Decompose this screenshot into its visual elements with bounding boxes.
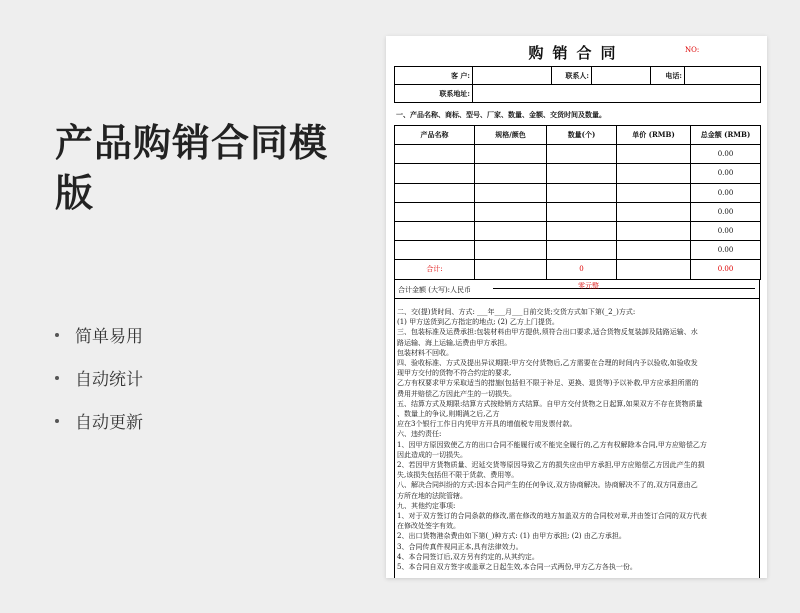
feature-item (55, 313, 143, 356)
term-line: 四、验收标准、方式及提出异议期限:甲方交付货物后,乙方需要在合理的时间内予以验收,如验收发 (397, 359, 698, 368)
term-line: 二、交(提)货时间、方式: ___年___月___日前交货;交货方式如下第(_2_)方式: (397, 308, 636, 316)
cell-price[interactable] (617, 183, 691, 202)
cell-qty[interactable] (547, 164, 617, 183)
cell-price[interactable] (617, 221, 691, 240)
subtotal-row (395, 260, 761, 279)
bullet-icon (55, 376, 59, 380)
term-line: 失,该损失包括但不限于货款、费用等。 (397, 471, 519, 480)
cell-spec[interactable] (475, 183, 547, 202)
cell-name[interactable] (395, 183, 475, 202)
contact-label: 联系人: (552, 67, 592, 85)
table-row (395, 241, 761, 260)
table-row (395, 164, 761, 183)
term-line: 三、包装标准及运费承担:包装材料由甲方提供,须符合出口要求,适合货物反复装卸及陆路运输、水 (397, 328, 698, 337)
bullet-icon (55, 333, 59, 337)
cell-price[interactable] (617, 145, 691, 164)
customer-label: 客 户: (395, 67, 473, 85)
term-line: (1) 甲方送货到乙方指定的地点; (2) 乙方上门提货。 (397, 318, 559, 327)
term-line: 现甲方交付的货物不符合约定的要求, (397, 369, 512, 378)
info-table (394, 66, 761, 103)
amount-label: 合计金额 (大写):人民币 (398, 286, 472, 294)
contract-document (386, 36, 767, 578)
doc-header (386, 36, 767, 64)
subtotal-label: 合计: (395, 260, 475, 279)
feature-label: 自动更新 (75, 413, 143, 433)
phone-label: 电话: (651, 67, 685, 85)
feature-item (55, 356, 143, 399)
cell-name[interactable] (395, 164, 475, 183)
col-header: 总金额 (RMB) (691, 126, 761, 145)
cell-name[interactable] (395, 241, 475, 260)
cell-total: 0.00 (691, 164, 761, 183)
term-line: 因此造成的一切损失。 (397, 450, 467, 459)
term-line: 、数量上的争议,则期满之后,乙方 (397, 410, 500, 419)
cell-qty[interactable] (547, 145, 617, 164)
term-line: 2、若因甲方货物质量、迟延交货等原因导致乙方的损失应由甲方承担,甲方应赔偿乙方因此产生的损 (397, 461, 705, 470)
cell-spec[interactable] (475, 241, 547, 260)
term-line: 乙方有权要求甲方采取适当的措施(包括但不限于补足、更换、退货等)予以补救,甲方应承担所需的 (397, 379, 699, 388)
cell-name[interactable] (395, 202, 475, 221)
empty-cell (475, 260, 547, 279)
subtotal-qty: 0 (547, 260, 617, 279)
col-header: 单价 (RMB) (617, 126, 691, 145)
term-line: 五、结算方式及期限:结算方式按赊销方式结算。自甲方交付货物之日起算,如果双方不存在货物质量 (397, 399, 703, 408)
cell-name[interactable] (395, 145, 475, 164)
term-line: 1、对于双方签订的合同条款的修改,需在修改的地方加盖双方的合同校对章,并由签订合同的双方代表 (397, 512, 707, 521)
cell-spec[interactable] (475, 221, 547, 240)
feature-label: 自动统计 (75, 370, 143, 390)
term-line: 5、本合同自双方签字或盖章之日起生效,本合同一式两份,甲方乙方各执一份。 (397, 563, 637, 572)
contact-field[interactable] (592, 67, 651, 85)
headline-line-1: 产品购销合同模 (55, 121, 329, 165)
amount-underline (493, 288, 755, 289)
cell-qty[interactable] (547, 202, 617, 221)
phone-field[interactable] (685, 67, 761, 85)
section-1-heading: 一、产品名称、商标、型号、厂家、数量、金额、交货时间及数量。 (396, 110, 606, 119)
term-line: 2、出口货物港杂费由如下第(_)种方式: (1) 由甲方承担; (2) 由乙方承担。 (397, 532, 626, 541)
cell-spec[interactable] (475, 202, 547, 221)
term-line: 应在3个银行工作日内凭甲方开具的增值税专用发票付款。 (397, 420, 577, 429)
term-line: 3、合同传真件视同正本,具有法律效力。 (397, 542, 523, 551)
address-field[interactable] (473, 85, 761, 103)
address-label: 联系地址: (395, 85, 473, 103)
cell-qty[interactable] (547, 221, 617, 240)
headline-line-2: 版 (55, 171, 95, 215)
term-line: 路运输、海上运输,运费由甲方承担。 (397, 338, 512, 347)
term-line: 八、解决合同纠纷的方式:因本合同产生的任何争议,双方协商解决。协商解决不了的,双方同意由乙 (397, 481, 698, 490)
cell-price[interactable] (617, 164, 691, 183)
cell-total: 0.00 (691, 241, 761, 260)
table-row (395, 221, 761, 240)
feature-label: 简单易用 (75, 327, 143, 347)
doc-number-label: NO: (685, 46, 700, 54)
col-header: 规格/颜色 (475, 126, 547, 145)
cell-name[interactable] (395, 221, 475, 240)
term-line: 1、因甲方原因致使乙方的出口合同不能履行或不能完全履行的,乙方有权解除本合同,甲方应赔偿乙方 (397, 440, 707, 449)
table-row (395, 202, 761, 221)
cell-qty[interactable] (547, 183, 617, 202)
col-header: 数量(个) (547, 126, 617, 145)
cell-total: 0.00 (691, 221, 761, 240)
goods-table (394, 125, 761, 280)
customer-field[interactable] (473, 67, 552, 85)
term-line: 方所在地的法院管辖。 (397, 491, 467, 500)
contract-terms (394, 299, 760, 578)
cell-total: 0.00 (691, 202, 761, 221)
promo-panel (55, 118, 375, 218)
subtotal-total: 0.00 (691, 260, 761, 279)
term-line: 4、本合同签订后,双方另有约定的,从其约定。 (397, 552, 539, 561)
col-header: 产品名称 (395, 126, 475, 145)
cell-price[interactable] (617, 241, 691, 260)
feature-item (55, 399, 143, 442)
term-line: 九、其他约定事项: (397, 501, 456, 510)
cell-price[interactable] (617, 202, 691, 221)
amount-value: 零元整 (578, 282, 599, 290)
bullet-icon (55, 419, 59, 423)
doc-title: 购销合同 (528, 44, 625, 62)
cell-qty[interactable] (547, 241, 617, 260)
term-line: 费用并赔偿乙方因此产生的一切损失。 (397, 389, 516, 398)
term-line: 六、违约责任: (397, 430, 442, 439)
amount-in-words (394, 279, 760, 299)
term-line: 包装材料不回收。 (397, 348, 453, 357)
empty-cell (617, 260, 691, 279)
cell-total: 0.00 (691, 183, 761, 202)
cell-spec[interactable] (475, 164, 547, 183)
cell-spec[interactable] (475, 145, 547, 164)
goods-header-row (395, 126, 761, 145)
cell-total: 0.00 (691, 145, 761, 164)
table-row (395, 145, 761, 164)
term-line: 在修改处签字有效。 (397, 522, 460, 531)
table-row (395, 183, 761, 202)
feature-list (55, 313, 143, 442)
